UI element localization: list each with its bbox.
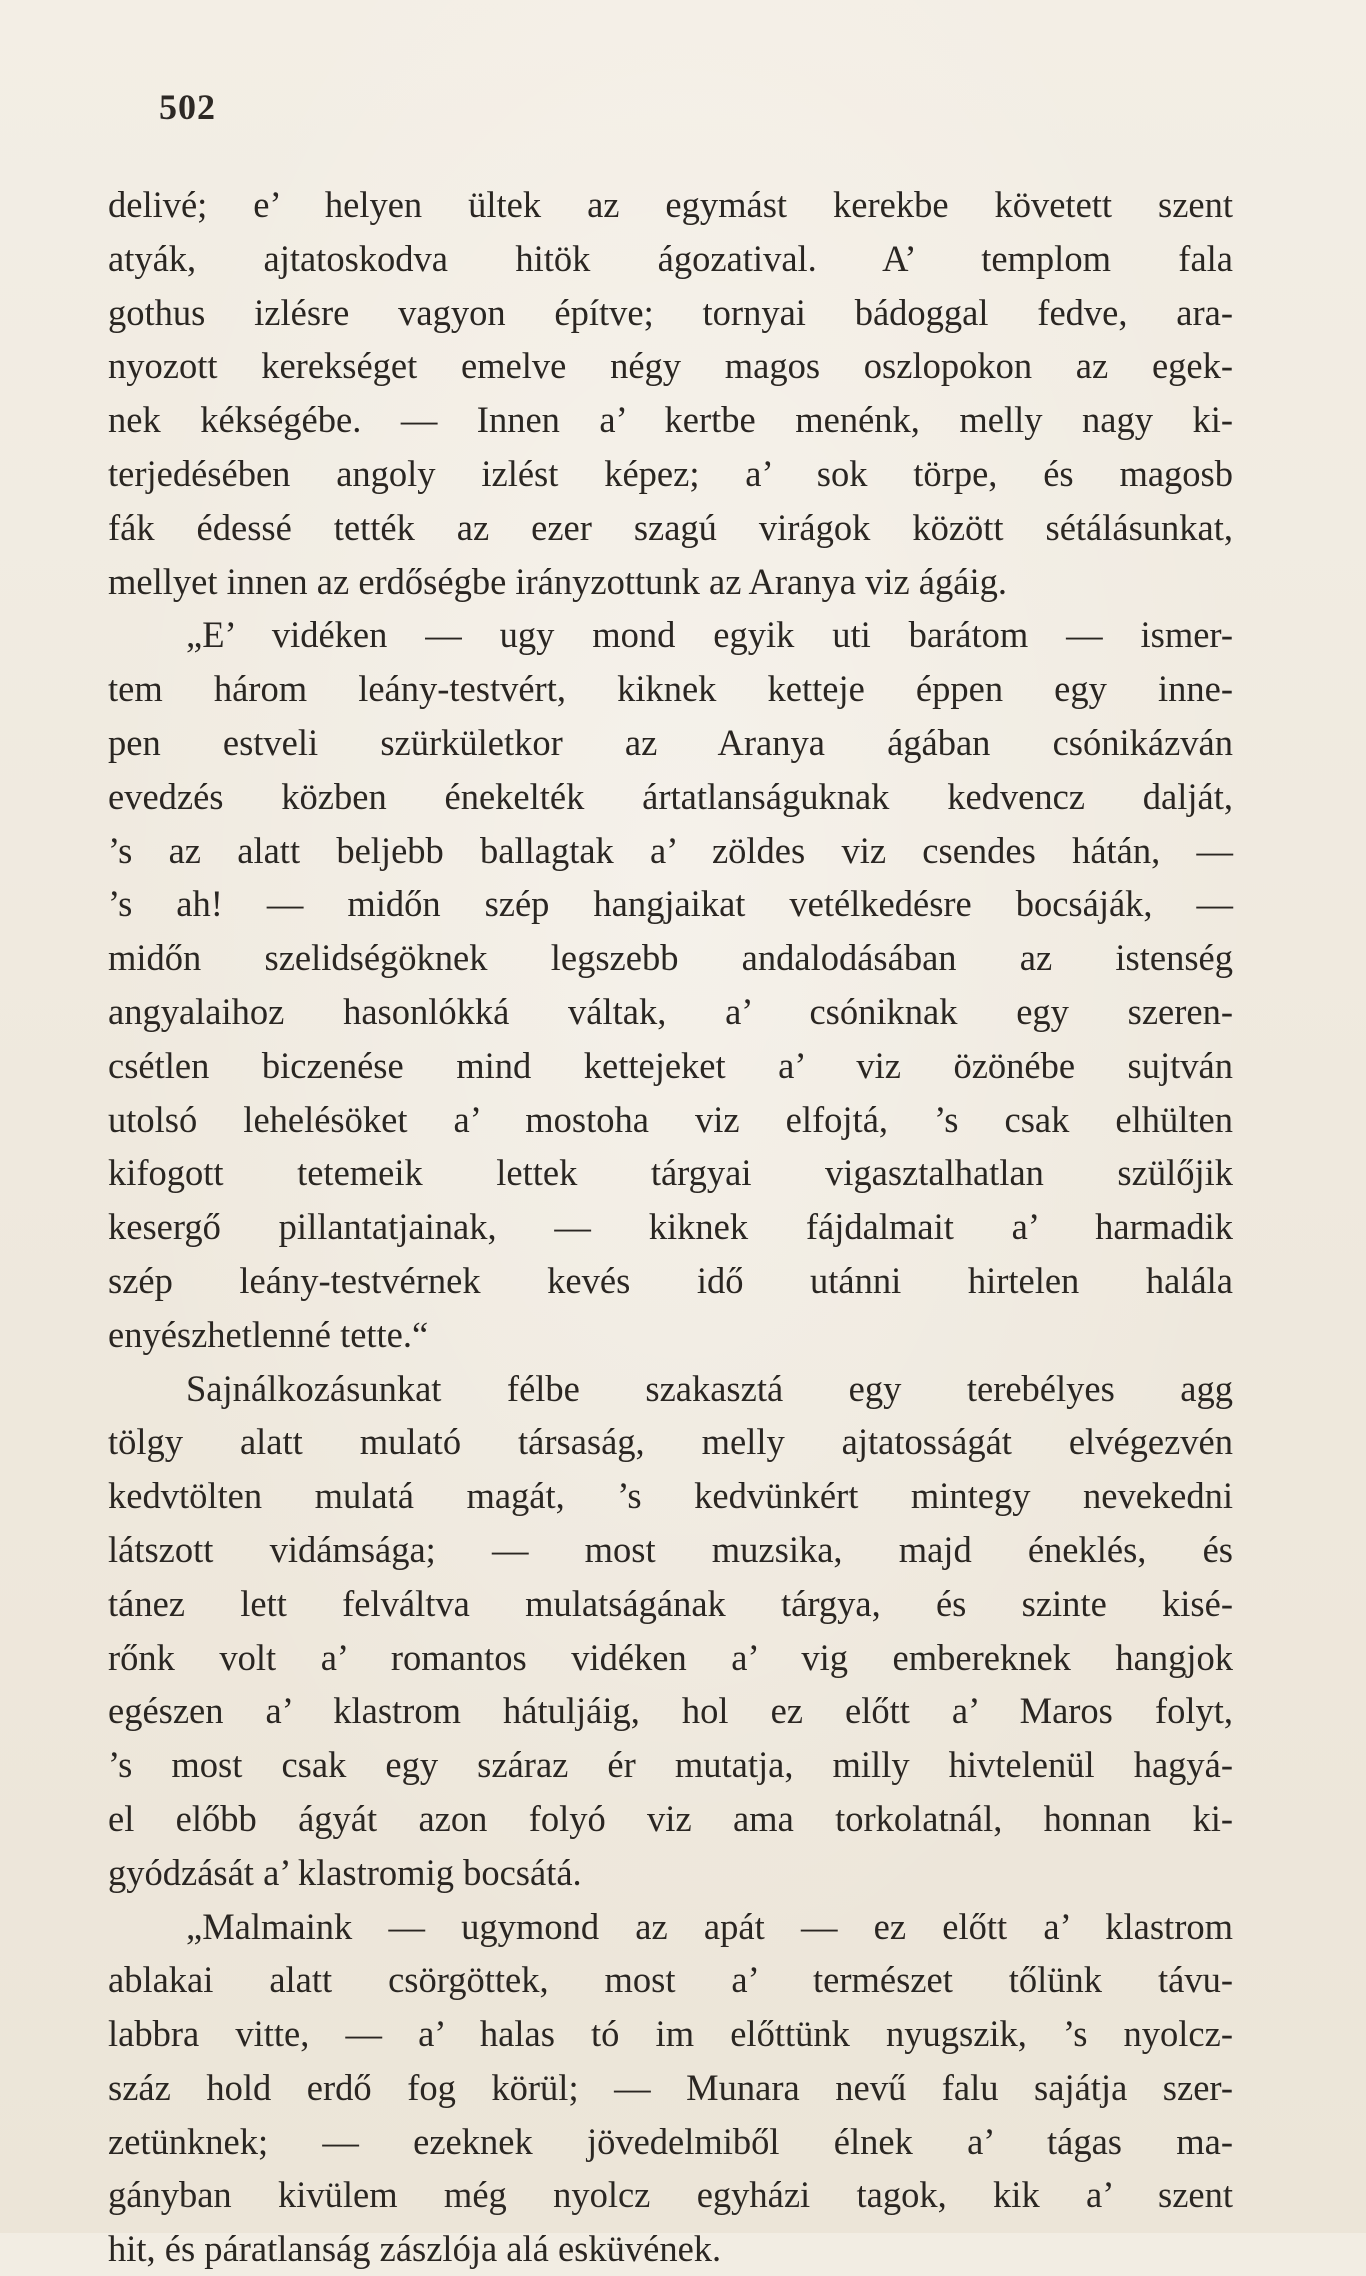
text-line: fák édessé tették az ezer szagú virágok között sétálásunkat,	[108, 506, 1233, 548]
text-line: száz hold erdő fog körül; — Munara nevű falu sajátja szer-	[108, 2066, 1233, 2108]
text-line: utolsó lehelésöket a’ mostoha viz elfojtá, ’s csak elhülten	[108, 1098, 1233, 1140]
text-line: tölgy alatt mulató társaság, melly ajtatosságát elvégezvén	[108, 1421, 1233, 1463]
text-line: „E’ vidéken — ugy mond egyik uti barátom — ismer-	[186, 614, 1233, 656]
text-line: terjedésében angoly izlést képez; a’ sok törpe, és magosb	[108, 452, 1233, 494]
text-line: evedzés közben énekelték ártatlanságuknak kedvencz dalját,	[108, 775, 1233, 817]
text-line: atyák, ajtatoskodva hitök ágozatival. A’ templom fala	[108, 237, 1233, 279]
text-line: egészen a’ klastrom hátuljáig, hol ez előtt a’ Maros folyt,	[108, 1690, 1233, 1732]
page-number: 502	[159, 87, 216, 127]
text-line: Sajnálkozásunkat félbe szakasztá egy terebélyes agg	[186, 1367, 1233, 1409]
text-line: el előbb ágyát azon folyó viz ama torkolatnál, honnan ki-	[108, 1797, 1233, 1839]
text-line: mellyet innen az erdőségbe irányzottunk az Aranya viz ágáig.	[108, 560, 1007, 602]
text-line: enyészhetlenné tette.“	[108, 1313, 429, 1355]
text-line: labbra vitte, — a’ halas tó im előttünk nyugszik, ’s nyolcz-	[108, 2013, 1233, 2055]
text-line: ’s az alatt beljebb ballagtak a’ zöldes viz csendes hátán, —	[108, 829, 1233, 871]
text-line: csétlen biczenése mind kettejeket a’ viz özönébe sujtván	[108, 1044, 1233, 1086]
text-line: zetünknek; — ezeknek jövedelmiből élnek a’ tágas ma-	[108, 2120, 1233, 2162]
text-line: pen estveli szürkületkor az Aranya ágában csónikázván	[108, 721, 1233, 763]
text-line: rőnk volt a’ romantos vidéken a’ vig embereknek hangjok	[108, 1636, 1233, 1678]
text-line: nek kékségébe. — Innen a’ kertbe menénk, melly nagy ki-	[108, 399, 1233, 441]
text-line: delivé; e’ helyen ültek az egymást kerekbe követett szent	[108, 184, 1233, 225]
text-line: hit, és páratlanság zászlója alá esküvének.	[108, 2228, 722, 2270]
text-line: szép leány-testvérnek kevés idő utánni hirtelen halála	[108, 1259, 1233, 1301]
body-text	[108, 178, 1233, 2276]
text-line: nyozott kerekséget emelve négy magos oszlopokon az egek-	[108, 345, 1233, 387]
text-line: tánez lett felváltva mulatságának tárgya, és szinte kisé-	[108, 1582, 1233, 1624]
text-line: ’s most csak egy száraz ér mutatja, milly hivtelenül hagyá-	[108, 1744, 1233, 1786]
text-line: angyalaihoz hasonlókká váltak, a’ csóniknak egy szeren-	[108, 990, 1233, 1032]
text-line: kifogott tetemeik lettek tárgyai vigasztalhatlan szülőjik	[108, 1152, 1233, 1194]
text-line: látszott vidámsága; — most muzsika, majd éneklés, és	[108, 1528, 1233, 1570]
text-line: midőn szelidségöknek legszebb andalodásában az istenség	[108, 937, 1233, 979]
text-line: gothus izlésre vagyon építve; tornyai bádoggal fedve, ara-	[108, 291, 1233, 333]
text-line: kedvtölten mulatá magát, ’s kedvünkért mintegy nevekedni	[108, 1475, 1233, 1517]
text-line: kesergő pillantatjainak, — kiknek fájdalmait a’ harmadik	[108, 1206, 1233, 1248]
text-line: ’s ah! — midőn szép hangjaikat vetélkedésre bocsáják, —	[108, 883, 1233, 925]
text-line: gányban kivülem még nyolcz egyházi tagok, kik a’ szent	[108, 2174, 1233, 2216]
text-line: gyódzását a’ klastromig bocsátá.	[108, 1851, 582, 1893]
text-line: tem három leány-testvért, kiknek ketteje éppen egy inne-	[108, 668, 1233, 710]
text-line: ablakai alatt csörgöttek, most a’ természet tőlünk távu-	[108, 1959, 1233, 2001]
text-line: „Malmaink — ugymond az apát — ez előtt a’ klastrom	[186, 1905, 1233, 1947]
